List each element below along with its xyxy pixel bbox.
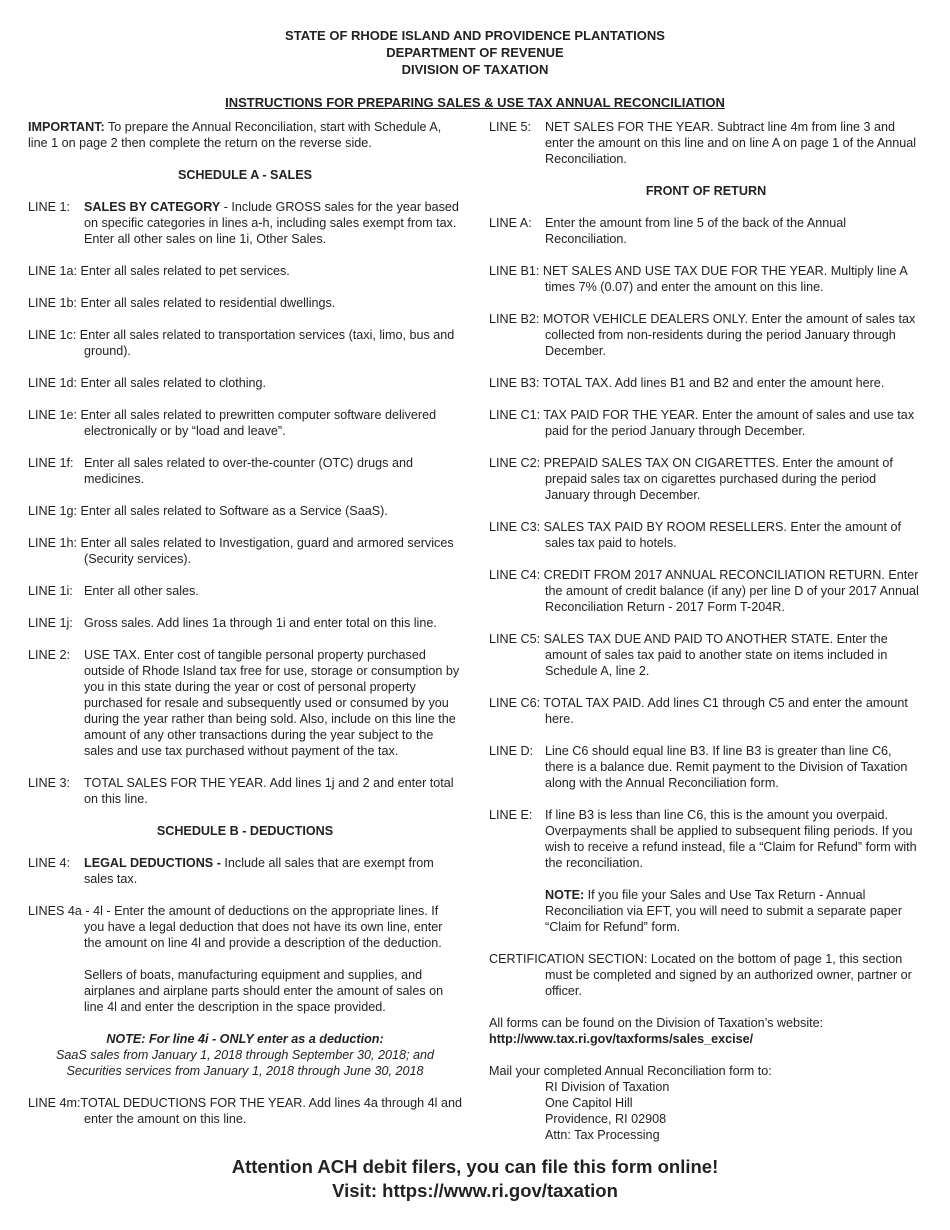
forms-url-link[interactable]: http://www.tax.ri.gov/taxforms/sales_excise/ [489,1032,754,1046]
line-a: LINE A: Enter the amount from line 5 of the back of the Annual Reconciliation. [489,216,847,246]
eft-note: NOTE: If you file your Sales and Use Tax Return - Annual Reconciliation via EFT, you will need to submit a separate paper “Claim for Refund” form. [545,888,903,934]
line-2: LINE 2: USE TAX. Enter cost of tangible personal property purchased outside of Rhode Island tax free for use, storage or consumption by you in this state during the year or cost of personal property purchased for resale and subsequently used or consumed by you during the year rather than being sold. Also, include on this line the amount of any other transactions during the year subject to the sales and use tax purchased without payment of the tax. [28,648,460,758]
line-1a: LINE 1a: Enter all sales related to pet services. [28,264,290,278]
line-c3: LINE C3: SALES TAX PAID BY ROOM RESELLERS. Enter the amount of sales tax paid to hotels. [489,520,902,550]
document-title: INSTRUCTIONS FOR PREPARING SALES & USE TAX ANNUAL RECONCILIATION [225,95,725,110]
state-heading: STATE OF RHODE ISLAND AND PROVIDENCE PLANTATIONS [285,28,665,43]
forms-info: All forms can be found on the Division of Taxation’s website: http://www.tax.ri.gov/taxforms/sales_excise/ [489,1015,923,1047]
ach-attention: Attention ACH debit filers, you can file this form online! [231,1156,719,1177]
lines-4a-4l: LINES 4a - 4l - Enter the amount of deductions on the appropriate lines. If you have a legal deduction that does not have its own line, enter the amount on line 4l and provide a description of the deduction. [28,904,443,950]
line-b2: LINE B2: MOTOR VEHICLE DEALERS ONLY. Enter the amount of sales tax collected from non-residents during the period January through December. [489,312,916,358]
important-note: IMPORTANT: To prepare the Annual Reconciliation, start with Schedule A, line 1 on page 2 then complete the return on the reverse side. [28,120,442,150]
line-d: LINE D: Line C6 should equal line B3. If line B3 is greater than line C6, there is a balance due. Remit payment to the Division of Taxation along with the Annual Reconciliation form. [489,744,908,790]
left-column [28,119,462,1143]
right-column [489,119,923,1159]
line-1b: LINE 1b: Enter all sales related to residential dwellings. [28,296,336,310]
line-1h: LINE 1h: Enter all sales related to Investigation, guard and armored services (Security services). [28,536,454,566]
front-of-return-heading: FRONT OF RETURN [645,184,767,198]
sellers-note: Sellers of boats, manufacturing equipment and supplies, and airplanes and airplane parts should enter the amount of sales on line 4l and enter the description in the space provided. [84,968,444,1014]
line-b1: LINE B1: NET SALES AND USE TAX DUE FOR THE YEAR. Multiply line A times 7% (0.07) and enter the amount on this line. [489,264,908,294]
mailing-address: RI Division of Taxation One Capitol Hill Providence, RI 02908 Attn: Tax Processing [545,1080,670,1142]
line-1j: LINE 1j: Gross sales. Add lines 1a through 1i and enter total on this line. [28,616,437,630]
line-c2: LINE C2: PREPAID SALES TAX ON CIGARETTES. Enter the amount of prepaid sales tax on cigarettes purchased during the period January through December. [489,456,893,502]
line-4m: LINE 4m:TOTAL DEDUCTIONS FOR THE YEAR. Add lines 4a through 4l and enter the amount on this line. [28,1096,462,1126]
line-1g: LINE 1g: Enter all sales related to Software as a Service (SaaS). [28,504,388,518]
line-1f: LINE 1f: Enter all sales related to over-the-counter (OTC) drugs and medicines. [28,456,413,486]
line-1d: LINE 1d: Enter all sales related to clothing. [28,376,267,390]
line-1: LINE 1: SALES BY CATEGORY - Include GROSS sales for the year based on specific categories in lines a-h, including sales exempt from tax. Enter all other sales on line 1i, Other Sales. [28,200,459,246]
schedule-b-heading: SCHEDULE B - DEDUCTIONS [156,824,334,838]
line-c5: LINE C5: SALES TAX DUE AND PAID TO ANOTHER STATE. Enter the amount of sales tax paid to another state on items included in Schedule A, line 2. [489,632,888,678]
division-heading: DIVISION OF TAXATION [401,62,549,77]
line-c4: LINE C4: CREDIT FROM 2017 ANNUAL RECONCILIATION RETURN. Enter the amount of credit balance (if any) per line D of your 2017 Annual Reconciliation Return - 2017 Form T-204R. [489,568,919,614]
line-5: LINE 5: NET SALES FOR THE YEAR. Subtract line 4m from line 3 and enter the amount on this line and on line A on page 1 of the Annual Reconciliation. [489,120,917,166]
line-1c: LINE 1c: Enter all sales related to transportation services (taxi, limo, bus and ground). [28,328,455,358]
line-3: LINE 3: TOTAL SALES FOR THE YEAR. Add lines 1j and 2 and enter total on this line. [28,776,454,806]
line-e: LINE E: If line B3 is less than line C6, this is the amount you overpaid. Overpayments shall be applied to subsequent filing periods. If you wish to receive a refund instead, file a “Claim for Refund” form with the reconciliation. [489,808,917,870]
line-4: LINE 4: LEGAL DEDUCTIONS - Include all sales that are exempt from sales tax. [28,856,434,886]
department-heading: DEPARTMENT OF REVENUE [386,45,564,60]
schedule-a-heading: SCHEDULE A - SALES [177,168,313,182]
line-b3: LINE B3: TOTAL TAX. Add lines B1 and B2 and enter the amount here. [489,376,885,390]
line-c6: LINE C6: TOTAL TAX PAID. Add lines C1 through C5 and enter the amount here. [489,696,908,726]
line-1e: LINE 1e: Enter all sales related to prewritten computer software delivered electronically or by “load and leave”. [28,408,437,438]
mailing-info: Mail your completed Annual Reconciliation form to: RI Division of Taxation One Capitol Hill Providence, RI 02908 Attn: Tax Processing [489,1063,923,1143]
line-1i: LINE 1i: Enter all other sales. [28,584,199,598]
line-4i-note: NOTE: For line 4i - ONLY enter as a deduction: SaaS sales from January 1, 2018 through September 30, 2018; and Securities services from January 1, 2018 through June 30, 2018 [55,1032,435,1078]
line-c1: LINE C1: TAX PAID FOR THE YEAR. Enter the amount of sales and use tax paid for the period January through December. [489,408,915,438]
certification-section: CERTIFICATION SECTION: Located on the bottom of page 1, this section must be completed and signed by an authorized owner, partner or officer. [489,952,912,998]
visit-website-link[interactable]: Visit: https://www.ri.gov/taxation [332,1180,618,1201]
